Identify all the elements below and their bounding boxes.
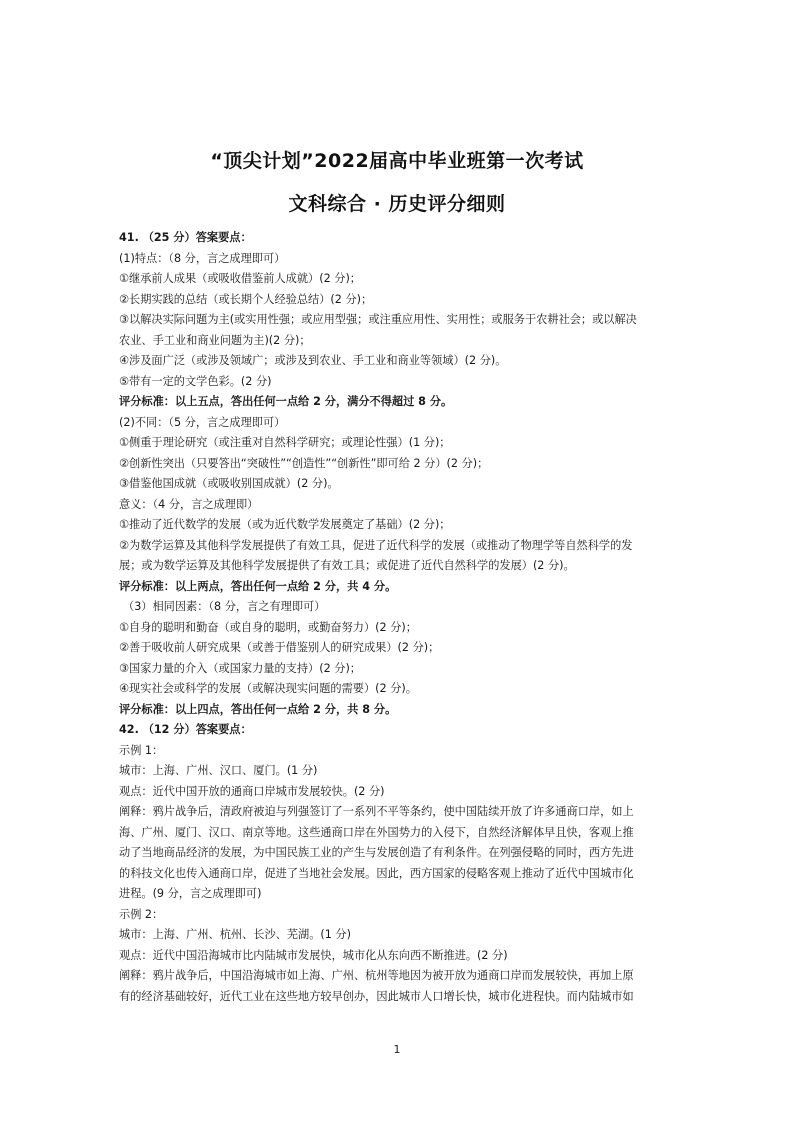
text-line: 的科技文化也传入通商口岸，促进了当地社会发展。因此，西方国家的侵略客观上推动了近代中国城市化	[119, 866, 634, 880]
text-line: ④现实社会或科学的发展（或解决现实问题的需要）(2 分)。	[119, 682, 417, 695]
text-line: ⑤带有一定的文学色彩。(2 分)	[119, 374, 272, 388]
text-line: (1)特点：（8 分，言之成理即可）	[119, 251, 286, 265]
text-line: 阐释：鸦片战争后，清政府被迫与列强签订了一系列不平等条约，使中国陆续开放了许多通商口岸，如上	[119, 805, 634, 818]
text-line: ②善于吸收前人研究成果（或善于借鉴别人的研究成果）(2 分)；	[119, 641, 440, 654]
section-line: 42. （12 分）答案要点：	[119, 723, 252, 736]
text-line: (2)不同：（5 分，言之成理即可）	[119, 415, 286, 429]
text-line: 有的经济基础较好，近代工业在这些地方较早创办，因此城市人口增长快，城市化进程快。而内陆城市如	[119, 989, 634, 1003]
text-line: 展；或为数学运算及其他科学发展提供了有效工具；或促进了近代自然科学的发展）(2 分)。	[119, 559, 575, 572]
document-title: “顶尖计划”2022届高中毕业班第一次考试	[210, 150, 584, 172]
text-line: 观点：近代中国开放的通商口岸城市发展较快。(2 分)	[119, 784, 385, 798]
text-line: 动了当地商品经济的发展，为中国民族工业的产生与发展创造了有利条件。在列强侵略的同时，西方先进	[119, 846, 634, 859]
section-line: 评分标准：以上五点，答出任何一点给 2 分，满分不得超过 8 分。	[119, 395, 453, 408]
document-subtitle: 文科综合 · 历史评分细则	[288, 193, 506, 215]
text-line: ④涉及面广泛（或涉及领域广；或涉及到农业、手工业和商业等领域）(2 分)。	[119, 354, 507, 367]
text-line: ①自身的聪明和勤奋（或自身的聪明，或勤奋努力）(2 分)；	[119, 620, 417, 634]
text-line: 城市：上海、广州、汉口、厦门。(1 分)	[119, 764, 318, 777]
text-line: ①推动了近代数学的发展（或为近代数学发展奠定了基础）(2 分)；	[119, 518, 451, 531]
text-line: 意义：（4 分，言之成理即）	[119, 497, 259, 511]
text-line: 阐释：鸦片战争后，中国沿海城市如上海、广州、杭州等地因为被开放为通商口岸而发展较快，再加上原	[119, 969, 634, 982]
text-line: ②创新性突出（只要答出“突破性”“创造性”“创新性”即可给 2 分）(2 分)；	[119, 456, 489, 470]
text-line: ①继承前人成果（或吸收借鉴前人成就）(2 分)；	[119, 272, 361, 285]
text-line: 城市：上海、广州、杭州、长沙、芜湖。(1 分)	[119, 928, 351, 941]
text-line: 农业、手工业和商业问题为主)(2 分)；	[119, 333, 311, 347]
document-body	[119, 228, 683, 1007]
text-line: 海、广州、厦门、汉口、南京等地。这些通商口岸在外国势力的入侵下，自然经济解体早且快，客观上推	[119, 825, 634, 839]
text-line: ③以解决实际问题为主(或实用性强；或应用型强；或注重应用性、实用性；或服务于农耕社会；或以解决	[119, 313, 637, 326]
text-line: 示例 2：	[119, 907, 164, 921]
text-line: ③借鉴他国成就（或吸收别国成就）(2 分)。	[119, 477, 339, 490]
section-line: 41. （25 分）答案要点：	[119, 231, 252, 244]
text-line: ②为数学运算及其他科学发展提供了有效工具，促进了近代科学的发展（或推动了物理学等自然科学的发	[119, 538, 633, 552]
page-number: 1	[393, 1043, 401, 1056]
text-line: （3）相同因素：（8 分，言之有理即可）	[123, 600, 326, 613]
section-line: 评分标准：以上两点，答出任何一点给 2 分，共 4 分。	[119, 579, 397, 593]
text-line: 观点：近代中国沿海城市比内陆城市发展快，城市化从东向西不断推进。(2 分)	[119, 948, 508, 962]
text-line: ③国家力量的介入（或国家力量的支持）(2 分)；	[119, 661, 361, 675]
text-line: 示例 1：	[119, 743, 164, 757]
section-line: 评分标准：以上四点，答出任何一点给 2 分，共 8 分。	[119, 702, 397, 716]
text-line: 进程。(9 分，言之成理即可)	[119, 887, 262, 900]
text-line: ①侧重于理论研究（或注重对自然科学研究；或理论性强）(1 分)；	[119, 436, 451, 449]
text-line: ②长期实践的总结（或长期个人经验总结）(2 分)；	[119, 292, 373, 306]
